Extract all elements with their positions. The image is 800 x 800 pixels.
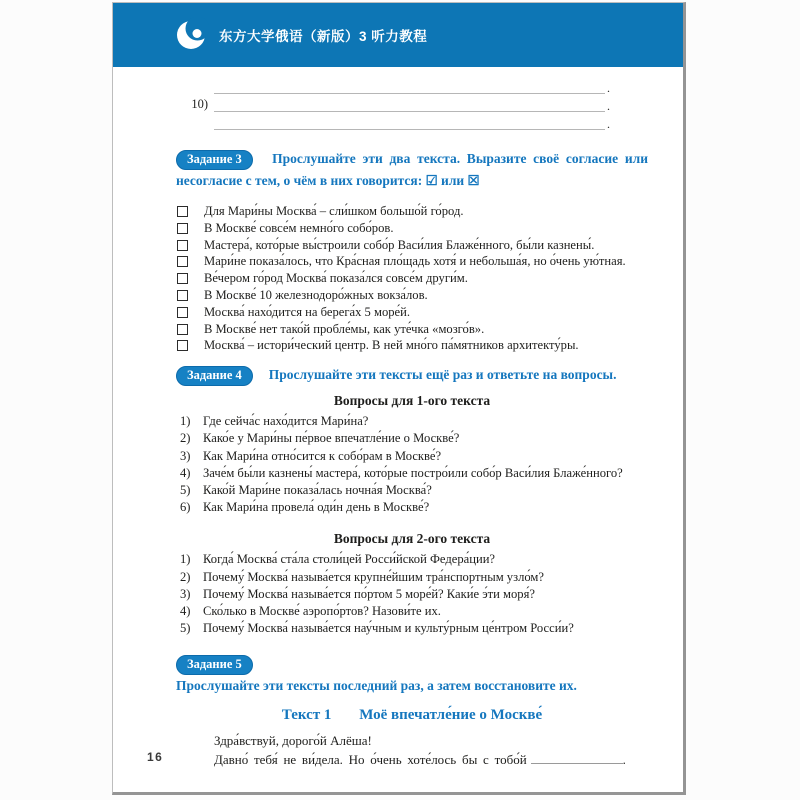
line-period: .	[607, 81, 610, 95]
checklist-item-text: Для Мари́ны Москва́ – сли́шком большо́й го́род.	[204, 204, 464, 218]
checkbox-icon	[177, 324, 188, 335]
question-text: Когда́ Москва́ ста́ла столи́цей Росси́йской Федера́ции?	[203, 552, 496, 567]
book-page	[112, 2, 686, 795]
checkbox-icon	[177, 290, 188, 301]
task5-badge: Задание 5	[176, 655, 253, 675]
text1-heading	[176, 705, 648, 725]
task4-header	[176, 364, 648, 386]
question-text: Почему́ Москва́ называ́ется нау́чным и культу́рным це́нтром Росси́и?	[203, 621, 574, 636]
checkbox-icon	[177, 206, 188, 217]
checklist-item-text: Ве́чером го́род Москва́ показа́лся совсе́м други́м.	[204, 271, 468, 286]
task5-instruction: Прослушайте эти тексты последний раз, а затем восстановите их.	[176, 678, 577, 694]
question-text: Почему́ Москва́ называ́ется крупне́йшим тра́нспортным узло́м?	[203, 569, 544, 584]
page-number: 16	[147, 750, 164, 764]
question-text: Где сейча́с нахо́дится Мари́на?	[203, 414, 369, 429]
letter-line-2-text: Давно́ тебя́ не ви́дела. Но о́чень хоте́лось бы с тобо́й	[214, 752, 527, 768]
checkbox-icon	[177, 307, 188, 318]
checkbox-icon	[177, 240, 188, 251]
fill-in-row	[176, 95, 610, 112]
checklist-item	[176, 270, 648, 287]
question-text: Заче́м бы́ли казнены́ мастера́, кото́рые постро́или собо́р Васи́лия Блаже́нного?	[203, 465, 623, 480]
question-text: Как Мари́на провела́ оди́н день в Москве́?	[203, 500, 430, 515]
checklist-item-text: Москва́ – истори́ческий центр. В ней мно́го па́мятников архитекту́ры.	[204, 338, 579, 353]
line-period: .	[607, 117, 610, 131]
checklist-item	[176, 321, 648, 338]
questions-heading-2: Вопросы для 2-ого текста	[333, 531, 491, 547]
checklist-item-text: В Москве́ нет тако́й пробле́мы, как уте́чка «мозго́в».	[204, 321, 485, 336]
task4-badge: Задание 4	[176, 366, 253, 386]
question-number: 3)	[180, 586, 191, 601]
answer-line	[214, 79, 605, 94]
question-row	[176, 482, 648, 499]
question-row	[176, 551, 648, 568]
task3-header	[176, 148, 648, 191]
question-text: Как Мари́на отно́сится к собо́рам в Москве́?	[203, 448, 442, 463]
question-row	[176, 430, 648, 447]
fill-in-block	[176, 77, 610, 130]
checklist-item	[176, 203, 648, 220]
question-number: 4)	[180, 465, 191, 480]
question-list-2	[176, 551, 648, 637]
question-row	[176, 620, 648, 637]
checklist-item	[176, 220, 648, 237]
fill-in-label: 10)	[191, 97, 208, 111]
question-row	[176, 448, 648, 465]
letter-line-1: Здра́вствуй, дорого́й Алёша!	[214, 733, 372, 749]
page-content	[113, 77, 683, 769]
question-row	[176, 413, 648, 430]
question-text: Како́е у Мари́ны пе́рвое впечатле́ние о Москве́?	[203, 431, 460, 446]
checklist-item-text: Мари́не показа́лось, что Кра́сная пло́щадь хотя́ и небольша́я, но о́чень ую́тная.	[204, 254, 626, 269]
checklist-item	[176, 287, 648, 304]
questions-heading-1: Вопросы для 1-ого текста	[333, 393, 491, 409]
task3-instruction: Прослушайте эти два текста. Выразите своё согласие или несогласие с тем, о чём в них говорится: ☑ или ☒	[176, 151, 649, 188]
question-text: Како́й Мари́не показа́лась ночна́я Москва́?	[203, 482, 432, 497]
answer-line	[214, 97, 605, 112]
letter-line-2	[214, 750, 648, 769]
text1-heading-title: Моё впечатле́ние о Москве́	[359, 707, 543, 724]
question-number: 4)	[180, 604, 191, 618]
question-text: Почему́ Москва́ называ́ется по́ртом 5 море́й? Каки́е э́ти моря́?	[203, 586, 535, 601]
crescent-moon-logo-icon	[173, 17, 209, 53]
checklist-item-text: Мастера́, кото́рые вы́строили собо́р Васи́лия Блаже́нного, бы́ли казнены́.	[204, 237, 595, 252]
checkbox-icon	[177, 340, 188, 351]
checkbox-icon	[177, 273, 188, 284]
question-number: 2)	[180, 569, 191, 584]
answer-line	[214, 115, 605, 130]
question-number: 5)	[180, 482, 191, 497]
task5-header	[176, 653, 648, 696]
letter-text	[214, 732, 648, 769]
question-number: 2)	[180, 431, 191, 446]
checklist-item-text: В Москве́ совсе́м немно́го собо́ров.	[204, 220, 394, 235]
blank-line	[531, 750, 623, 764]
question-number: 3)	[180, 448, 191, 463]
task4-instruction: Прослушайте эти тексты ещё раз и ответьте на вопросы.	[268, 367, 617, 383]
checklist-item-text: Москва́ нахо́дится на берега́х 5 море́й.	[204, 304, 411, 319]
checklist-item	[176, 304, 648, 321]
checklist-item	[176, 237, 648, 254]
checklist-item	[176, 337, 648, 354]
question-number: 1)	[180, 414, 191, 429]
question-row	[176, 603, 648, 620]
question-row	[176, 499, 648, 516]
checklist-item	[176, 253, 648, 270]
question-row	[176, 569, 648, 586]
question-number: 5)	[180, 621, 191, 636]
question-row	[176, 586, 648, 603]
line-period: .	[607, 99, 610, 113]
question-number: 6)	[180, 500, 191, 515]
question-number: 1)	[180, 552, 191, 567]
question-list-1	[176, 413, 648, 516]
question-row	[176, 465, 648, 482]
question-text: Ско́лько в Москве́ аэропо́ртов? Назови́те их.	[203, 604, 441, 618]
checkbox-icon	[177, 256, 188, 267]
fill-in-row	[176, 113, 610, 130]
task3-badge: Задание 3	[176, 150, 253, 170]
letter-line-2-period: .	[622, 752, 626, 768]
page-header	[113, 3, 683, 67]
statement-checklist	[176, 203, 648, 354]
text1-heading-label: Текст 1	[281, 707, 332, 724]
checklist-item-text: В Москве́ 10 железнодоро́жных вокза́лов.	[204, 287, 428, 302]
book-title: 东方大学俄语（新版）3 听力教程	[219, 29, 428, 44]
checkbox-icon	[177, 223, 188, 234]
fill-in-row	[176, 77, 610, 94]
